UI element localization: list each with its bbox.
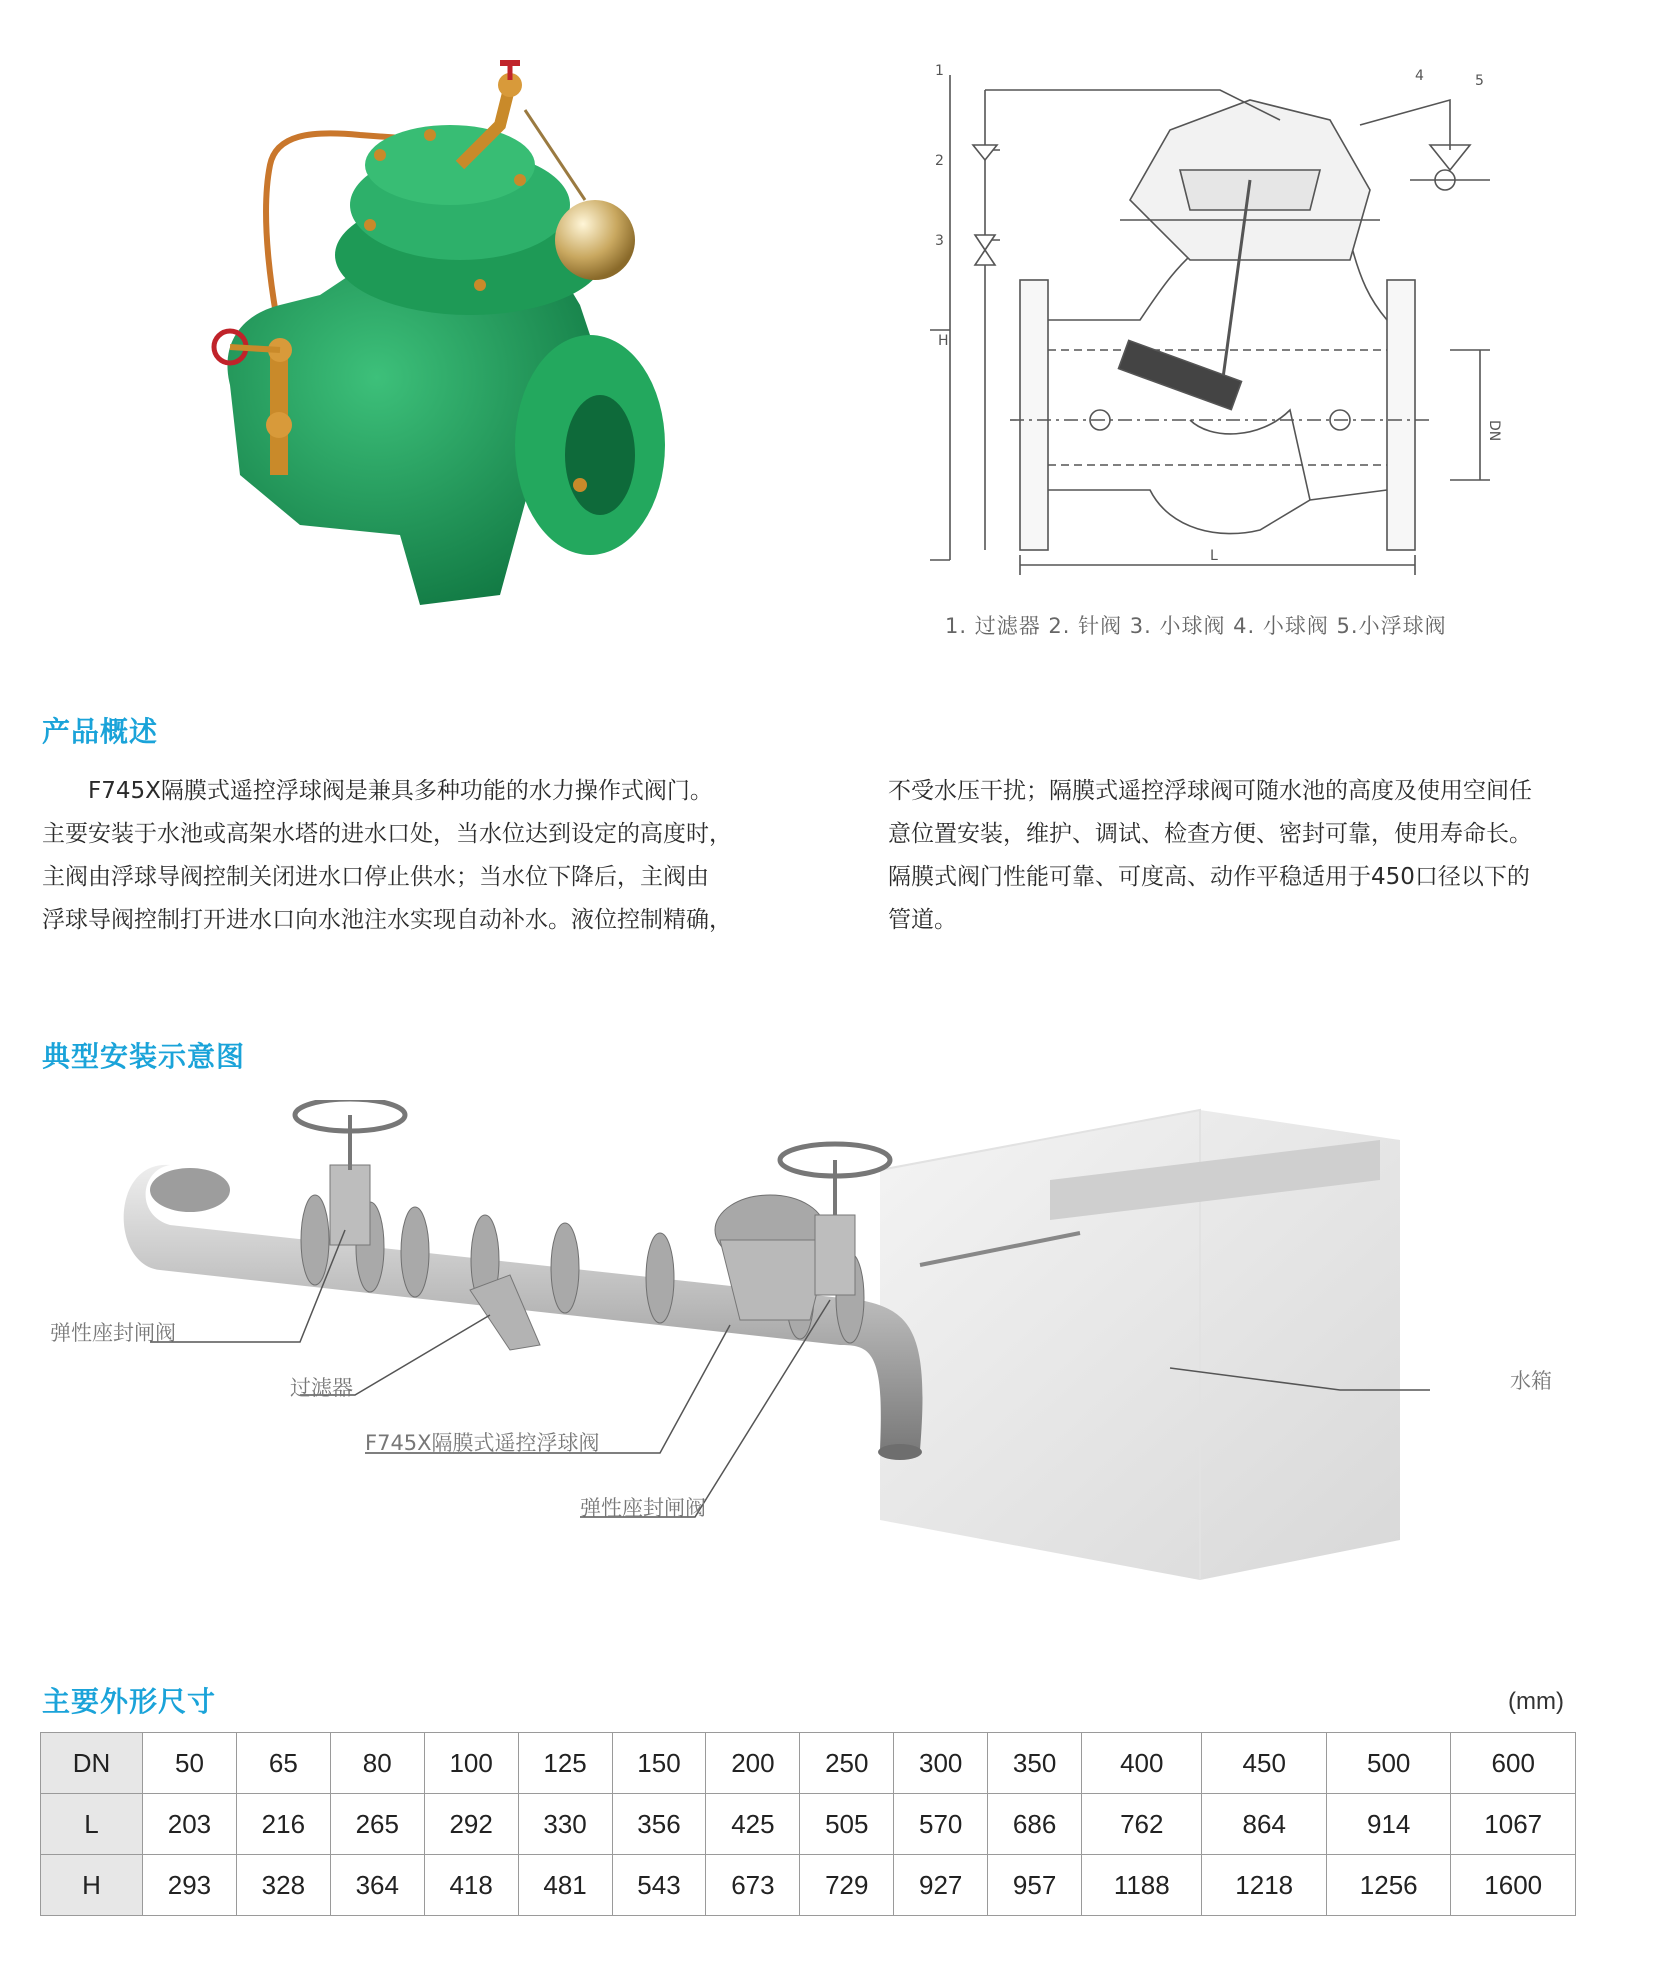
callout-4: 4 [1415, 68, 1424, 84]
table-cell: 543 [612, 1855, 706, 1916]
table-cell: 200 [706, 1733, 800, 1794]
table-cell: 293 [143, 1855, 237, 1916]
table-cell: 729 [800, 1855, 894, 1916]
callout-2: 2 [935, 153, 944, 169]
table-cell: 957 [988, 1855, 1082, 1916]
table-cell: 914 [1326, 1794, 1450, 1855]
callout-1: 1 [935, 63, 944, 79]
row-header: DN [41, 1733, 143, 1794]
label-gate-valve-2: 弹性座封闸阀 [580, 1496, 706, 1520]
table-cell: 570 [894, 1794, 988, 1855]
table-cell: 150 [612, 1733, 706, 1794]
overview-right-line: 不受水压干扰；隔膜式遥控浮球阀可随水池的高度及使用空间任 [888, 778, 1532, 804]
table-cell: 927 [894, 1855, 988, 1916]
diagram-legend: 1. 过滤器 2. 针阀 3. 小球阀 4. 小球阀 5.小浮球阀 [945, 614, 1447, 638]
overview-right-column [888, 770, 1608, 942]
table-cell: 125 [518, 1733, 612, 1794]
table-cell: 450 [1202, 1733, 1326, 1794]
dim-l: L [1210, 548, 1218, 564]
table-cell: 400 [1082, 1733, 1202, 1794]
label-float-valve: F745X隔膜式遥控浮球阀 [365, 1431, 600, 1455]
callout-5: 5 [1475, 73, 1484, 89]
table-cell: 1600 [1451, 1855, 1576, 1916]
installation-title: 典型安装示意图 [42, 1040, 246, 1073]
table-cell: 600 [1451, 1733, 1576, 1794]
overview-left-column [42, 770, 802, 942]
label-filter: 过滤器 [290, 1376, 353, 1400]
table-row [41, 1794, 1576, 1855]
row-header: H [41, 1855, 143, 1916]
label-gate-valve-1: 弹性座封闸阀 [50, 1321, 176, 1345]
overview-left-line: 主阀由浮球导阀控制关闭进水口停止供水；当水位下降后，主阀由 [42, 864, 709, 890]
table-cell: 65 [236, 1733, 330, 1794]
table-cell: 425 [706, 1794, 800, 1855]
table-cell: 265 [330, 1794, 424, 1855]
table-cell: 356 [612, 1794, 706, 1855]
table-cell: 50 [143, 1733, 237, 1794]
table-row [41, 1733, 1576, 1794]
overview-right-line: 管道。 [888, 907, 957, 933]
table-cell: 673 [706, 1855, 800, 1916]
table-cell: 300 [894, 1733, 988, 1794]
table-cell: 481 [518, 1855, 612, 1916]
overview-left-line: F745X隔膜式遥控浮球阀是兼具多种功能的水力操作式阀门。 [42, 778, 713, 804]
table-cell: 1188 [1082, 1855, 1202, 1916]
table-cell: 80 [330, 1733, 424, 1794]
table-cell: 686 [988, 1794, 1082, 1855]
table-cell: 292 [424, 1794, 518, 1855]
table-cell: 216 [236, 1794, 330, 1855]
valve-section-drawing [890, 60, 1530, 600]
dimensions-title: 主要外形尺寸 [42, 1685, 217, 1718]
product-photo [200, 55, 770, 615]
table-cell: 328 [236, 1855, 330, 1916]
overview-left-line: 浮球导阀控制打开进水口向水池注水实现自动补水。液位控制精确， [42, 907, 732, 933]
table-cell: 1218 [1202, 1855, 1326, 1916]
installation-diagram [40, 1100, 1600, 1600]
callout-3: 3 [935, 233, 944, 249]
table-cell: 203 [143, 1794, 237, 1855]
table-cell: 762 [1082, 1794, 1202, 1855]
table-cell: 100 [424, 1733, 518, 1794]
table-cell: 864 [1202, 1794, 1326, 1855]
table-cell: 250 [800, 1733, 894, 1794]
table-cell: 1256 [1326, 1855, 1450, 1916]
overview-right-line: 意位置安装，维护、调试、检查方便、密封可靠，使用寿命长。 [888, 821, 1532, 847]
label-tank: 水箱 [1510, 1369, 1552, 1393]
dim-h: H [938, 333, 949, 349]
table-cell: 500 [1326, 1733, 1450, 1794]
table-cell: 1067 [1451, 1794, 1576, 1855]
overview-title: 产品概述 [42, 715, 159, 748]
table-cell: 364 [330, 1855, 424, 1916]
unit-label: (mm) [1508, 1688, 1564, 1715]
table-cell: 350 [988, 1733, 1082, 1794]
overview-right-line: 隔膜式阀门性能可靠、可度高、动作平稳适用于450口径以下的 [888, 864, 1530, 890]
overview-left-line: 主要安装于水池或高架水塔的进水口处，当水位达到设定的高度时， [42, 821, 732, 847]
table-row [41, 1855, 1576, 1916]
dimensions-table [40, 1732, 1576, 1916]
table-cell: 505 [800, 1794, 894, 1855]
row-header: L [41, 1794, 143, 1855]
dim-dn: DN [1486, 420, 1502, 442]
table-cell: 330 [518, 1794, 612, 1855]
table-cell: 418 [424, 1855, 518, 1916]
